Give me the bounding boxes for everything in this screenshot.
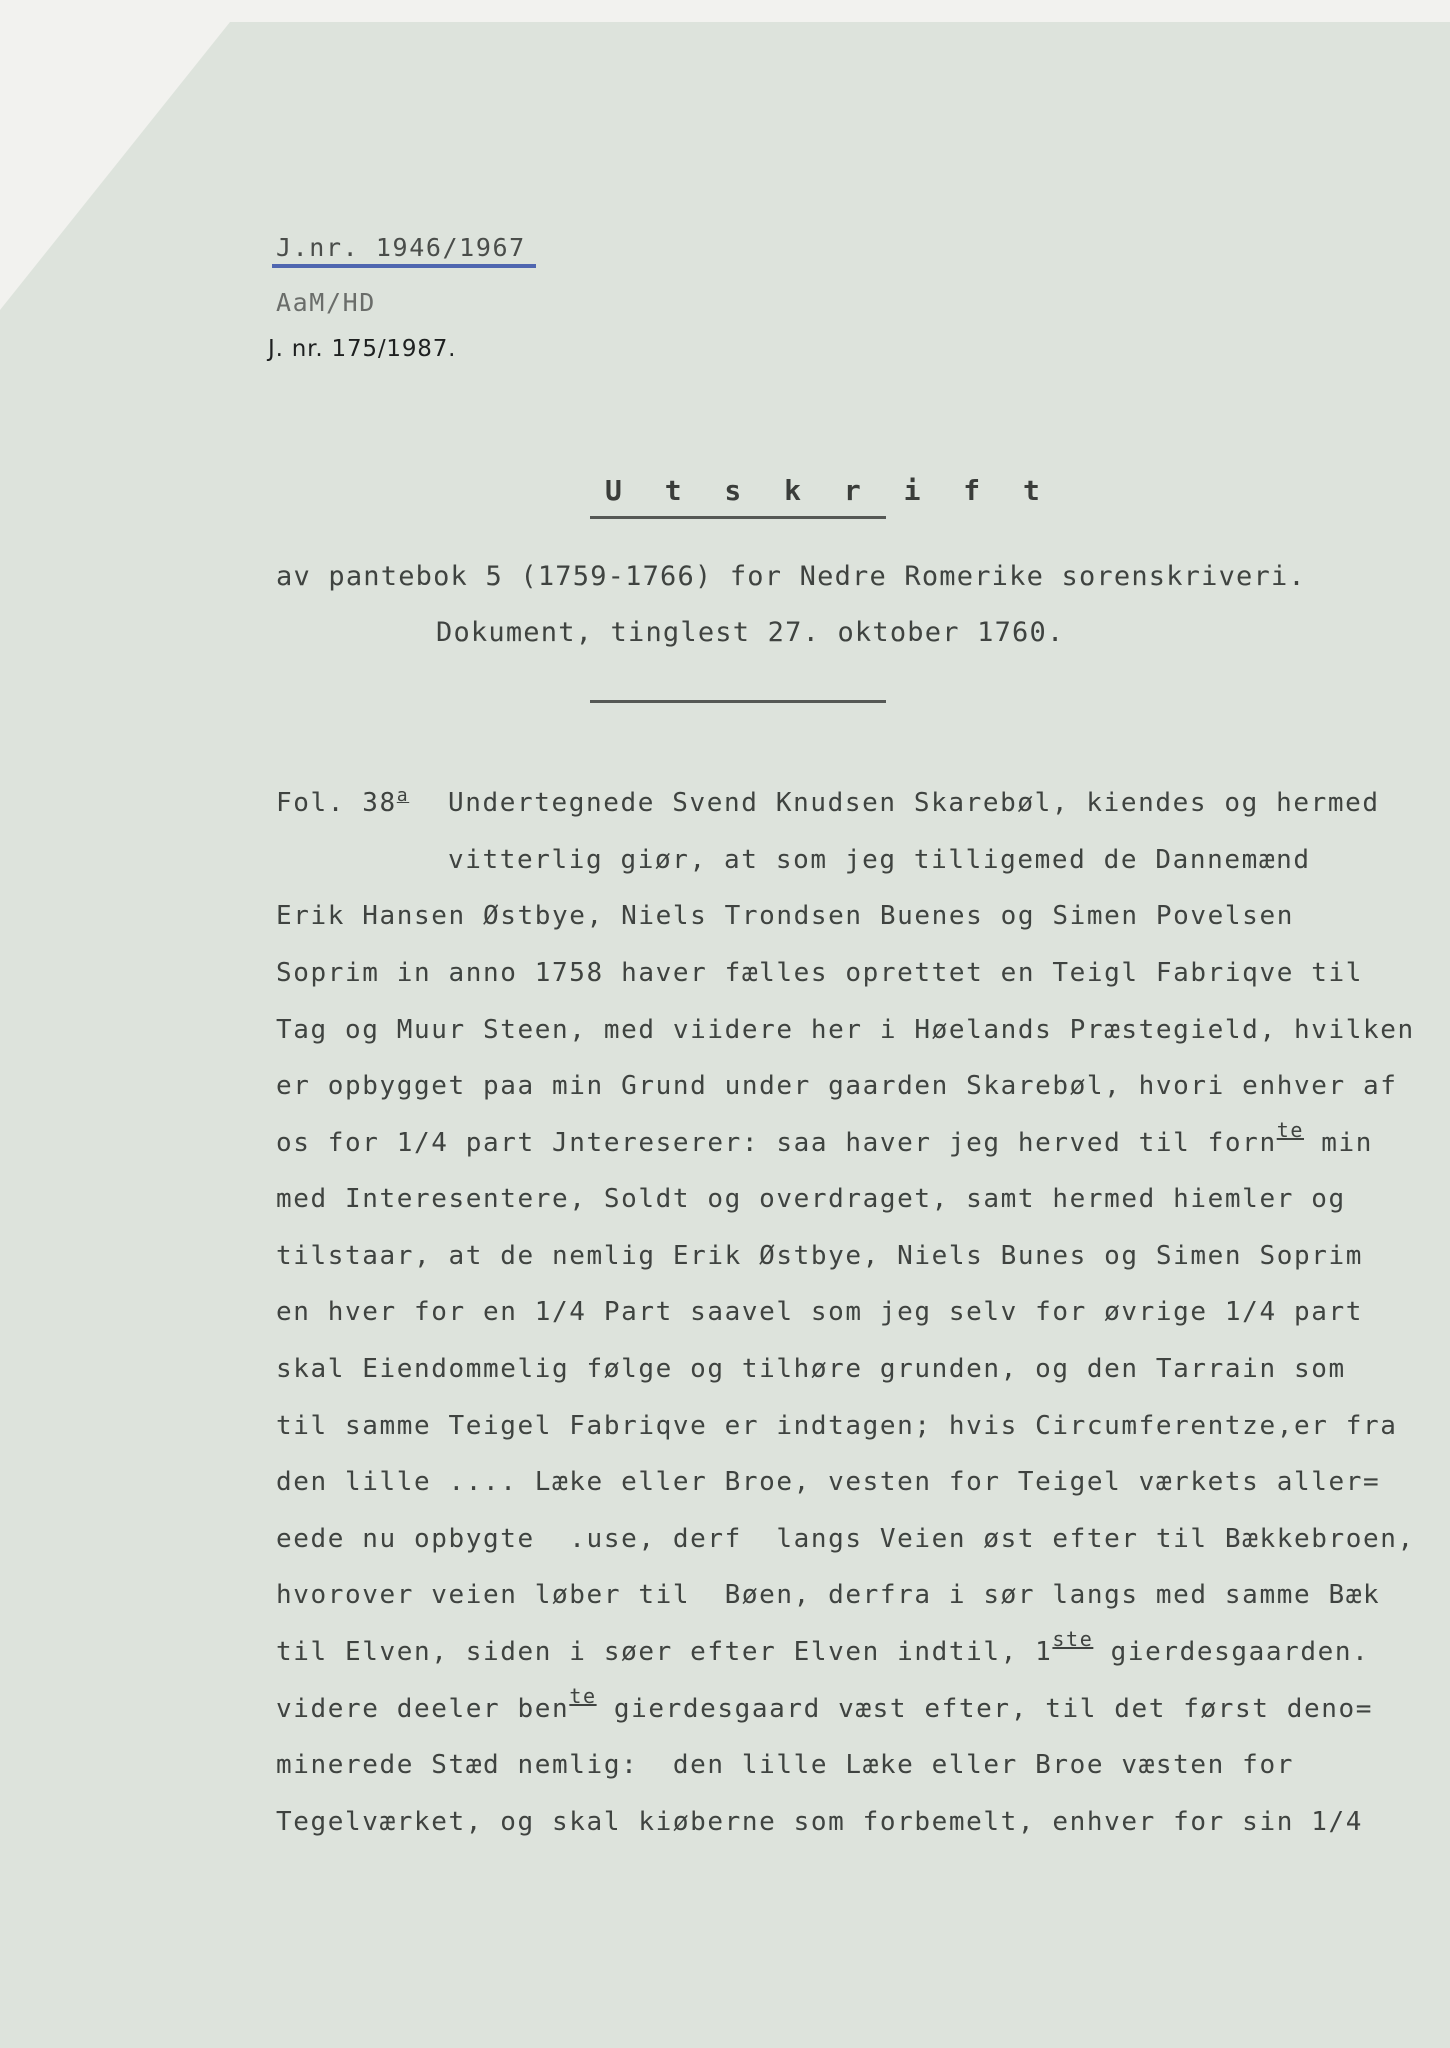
body-line: Tag og Muur Steen, med viidere her i Høelands Præstegield, hvilken [276, 1015, 1415, 1045]
body-line: er opbygget paa min Grund under gaarden Skarebøl, hvori enhver af [276, 1071, 1398, 1101]
subtitle-line-1: av pantebok 5 (1759-1766) for Nedre Romerike sorenskriveri. [276, 561, 1306, 592]
folio-reference [276, 785, 410, 818]
body-line: en hver for en 1/4 Part saavel som jeg selv for øvrige 1/4 part [276, 1297, 1363, 1327]
journal-number-underline [272, 264, 536, 268]
superscript: te [1276, 1118, 1304, 1142]
body-line: til Elven, siden i søer efter Elven indtil, 1ste gierdesgaarden. [276, 1627, 1370, 1667]
body-line: skal Eiendommelig følge og tilhøre grunden, og den Tarrain som [276, 1354, 1346, 1384]
superscript: te [569, 1684, 597, 1708]
body-line: den lille .... Læke eller Broe, vesten for Teigel værkets aller= [276, 1467, 1381, 1497]
section-divider [590, 700, 886, 703]
body-line: os for 1/4 part Jntereserer: saa haver jeg herved til forn$^{te}$ min [276, 1118, 1374, 1158]
journal-number-1987: J. nr. 175/1987. [268, 336, 457, 362]
body-line: til samme Teigel Fabriqve er indtagen; hvis Circumferentze,er fra [276, 1411, 1398, 1441]
subtitle-line-2: Dokument, tinglest 27. oktober 1760. [436, 617, 1065, 648]
body-line: minerede Stæd nemlig: den lille Læke eller Broe væsten for [276, 1750, 1294, 1780]
journal-number-1967: J.nr. 1946/1967 [276, 233, 526, 262]
title-underline [590, 516, 886, 519]
document-title: U t s k r i f t [605, 474, 1053, 507]
body-line: Soprim in anno 1758 haver fælles oprettet en Teigl Fabriqve til [276, 958, 1363, 988]
superscript: ste [1052, 1627, 1094, 1651]
body-line: Erik Hansen Østbye, Niels Trondsen Buenes og Simen Povelsen [276, 901, 1294, 931]
body-line: eede nu opbygte .use, derf langs Veien øst efter til Bækkebroen, [276, 1524, 1415, 1554]
body-line: tilstaar, at de nemlig Erik Østbye, Niels Bunes og Simen Soprim [276, 1241, 1363, 1271]
body-line: hvorover veien løber til Bøen, derfra i sør langs med samme Bæk [276, 1580, 1381, 1610]
body-line: videre deeler ben$^{te}$ gierdesgaard væst efter, til det først deno= [276, 1684, 1374, 1724]
folio-label: Fol. 38 [276, 788, 397, 818]
body-line: Tegelværket, og skal kiøberne som forbemelt, enhver for sin 1/4 [276, 1807, 1363, 1837]
body-line: Undertegnede Svend Knudsen Skarebøl, kiendes og hermed [448, 788, 1380, 818]
folio-superscript: a [396, 785, 410, 806]
body-line: med Interesentere, Soldt og overdraget, samt hermed hiemler og [276, 1184, 1346, 1214]
initials: AaM/HD [276, 288, 376, 317]
body-line: vitterlig giør, at som jeg tilligemed de Dannemænd [448, 845, 1311, 875]
